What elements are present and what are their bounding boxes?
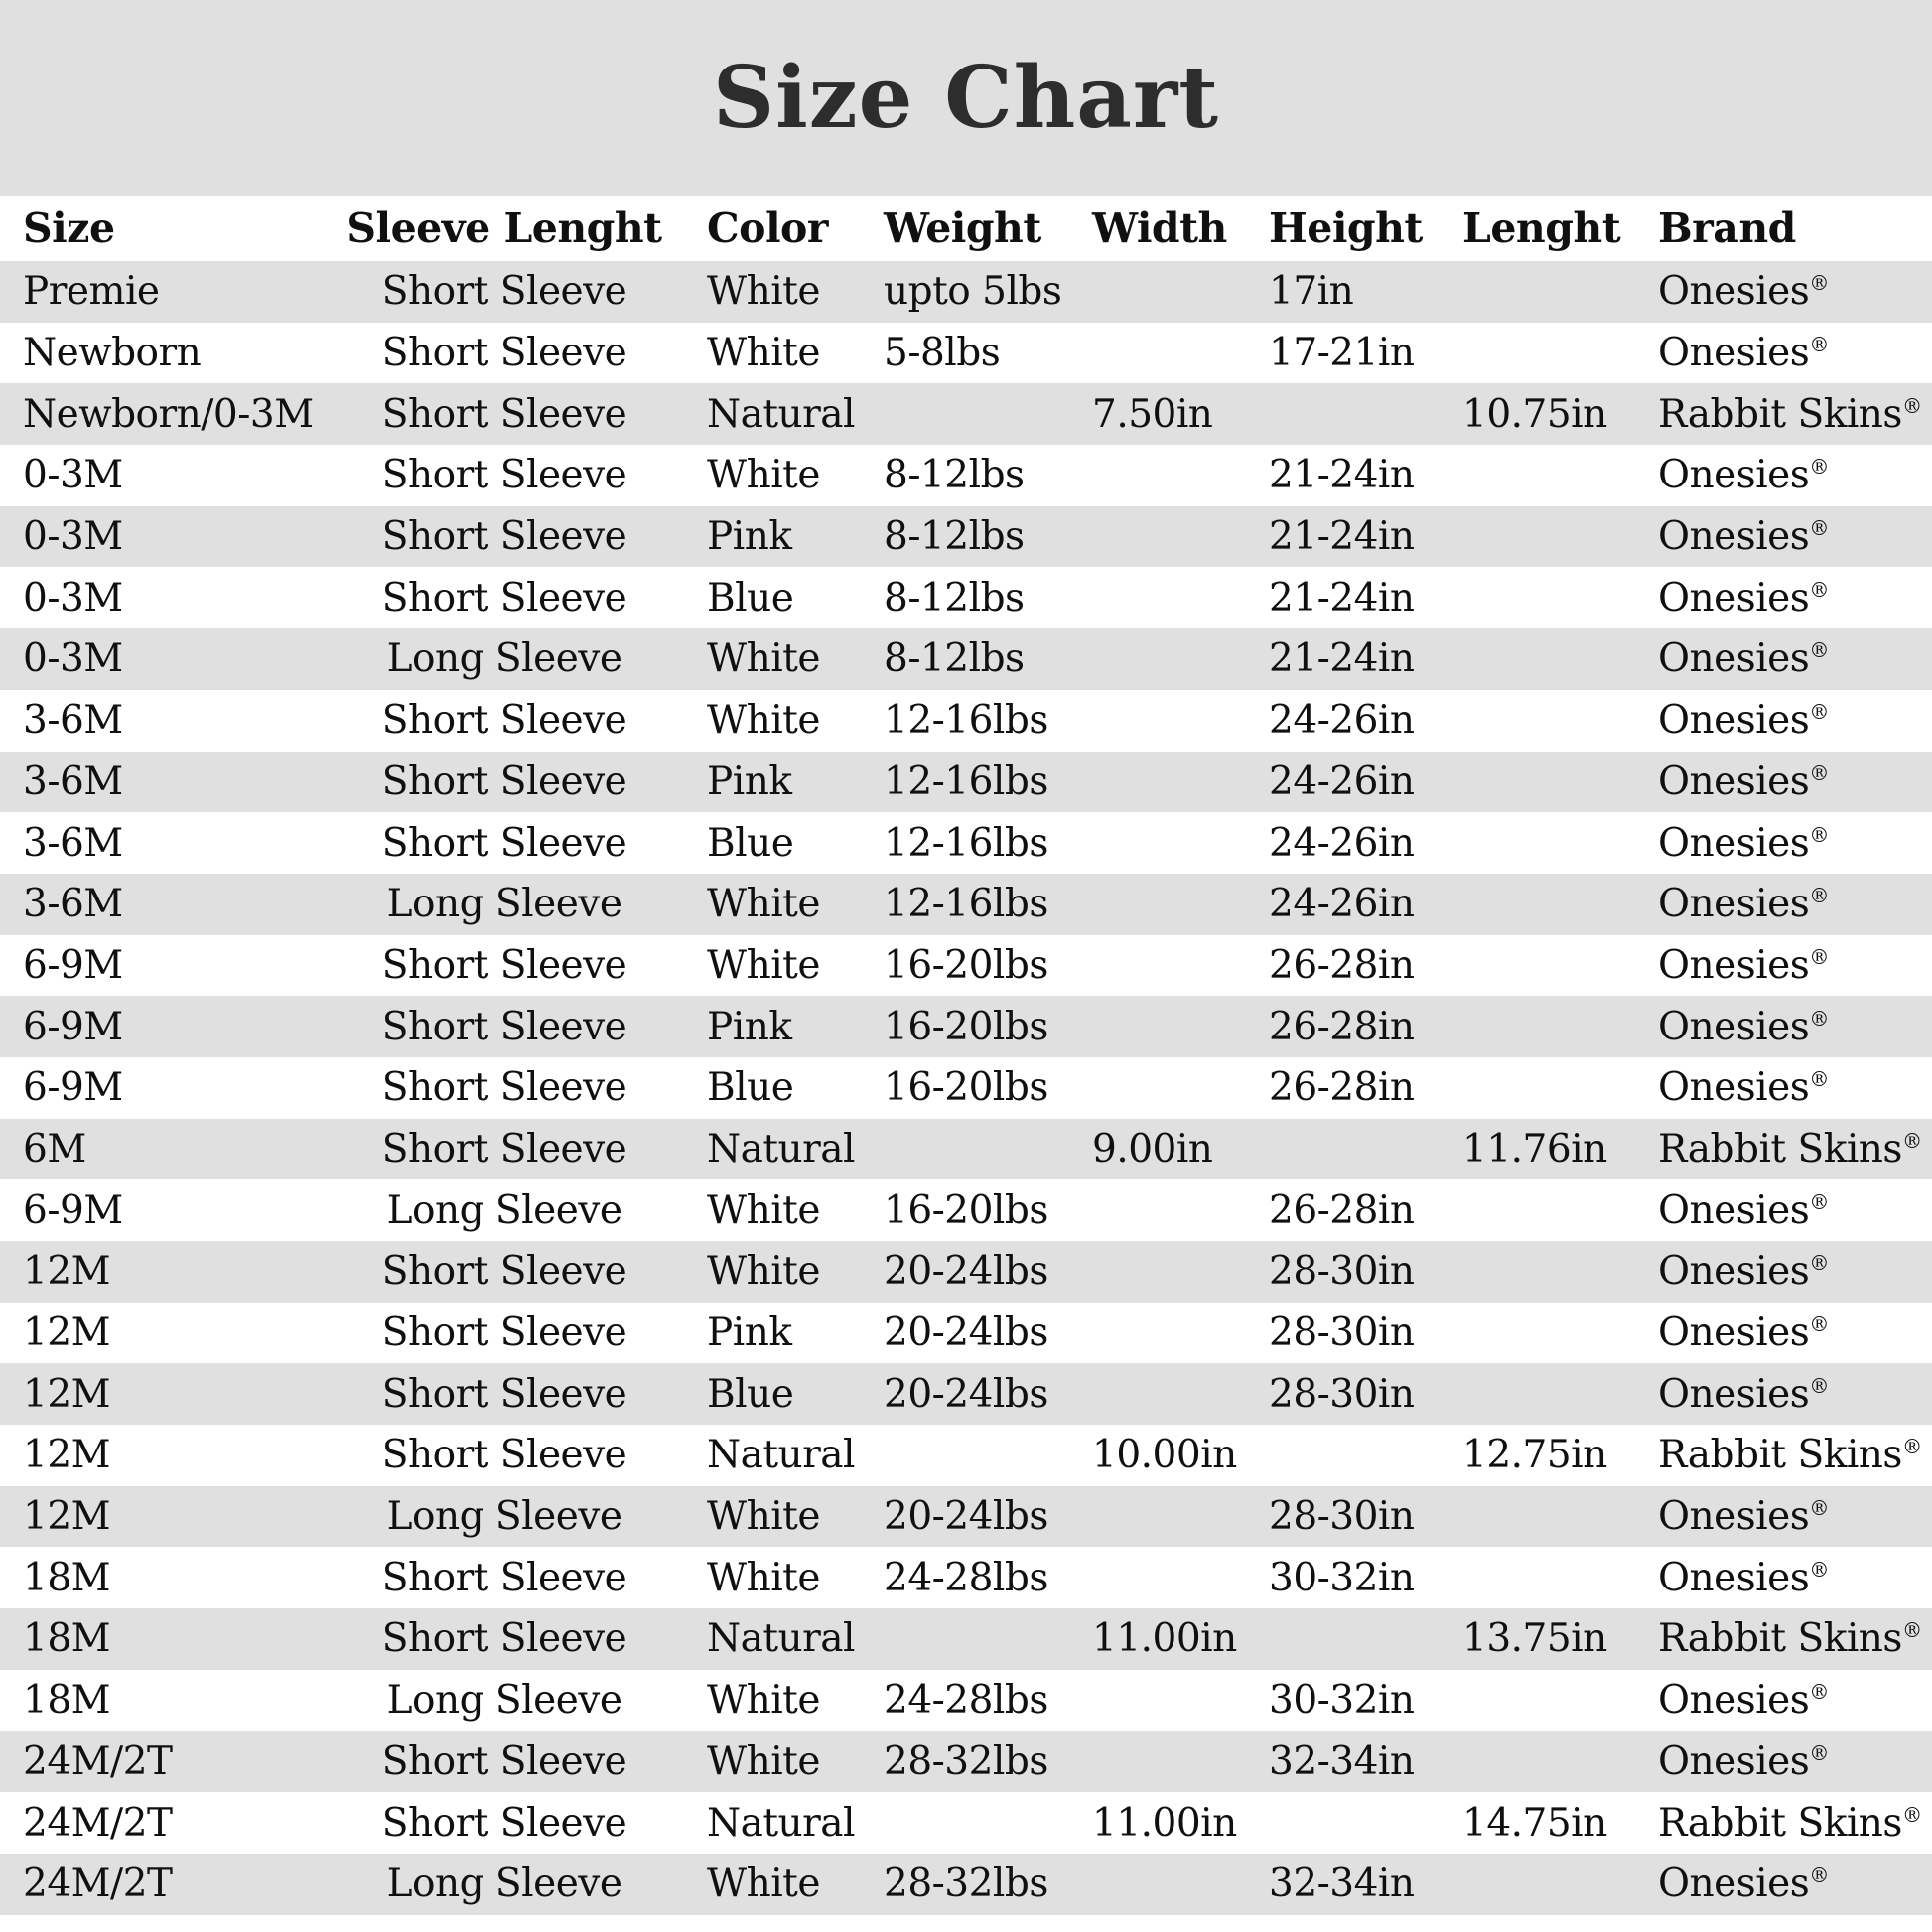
- cell-color: White: [707, 453, 820, 498]
- brand-name: Onesies: [1658, 1371, 1810, 1417]
- table-row: [0, 1670, 1932, 1731]
- size-table: [0, 196, 1932, 1915]
- column-header-brand: Brand: [1658, 205, 1796, 252]
- table-row: [0, 1547, 1932, 1608]
- brand-name: Onesies: [1658, 453, 1810, 498]
- brand-name: Onesies: [1658, 1249, 1810, 1295]
- cell-weight: 24-28lbs: [884, 1555, 1048, 1600]
- cell-sleeve-lenght: Short Sleeve: [381, 698, 627, 744]
- cell-brand: [1654, 1065, 1932, 1110]
- cell-height: 24-26in: [1269, 698, 1415, 744]
- cell-height: 21-24in: [1269, 636, 1415, 682]
- cell-weight: 20-24lbs: [884, 1494, 1048, 1540]
- column-header-size: Size: [23, 205, 115, 252]
- brand-name: Onesies: [1658, 1738, 1810, 1784]
- cell-sleeve-lenght: Short Sleeve: [381, 575, 627, 621]
- registered-trademark-symbol: ®: [1809, 1373, 1830, 1398]
- cell-brand: [1654, 1556, 1932, 1600]
- registered-trademark-symbol: ®: [1901, 393, 1923, 418]
- table-row: [0, 1792, 1932, 1854]
- registered-trademark-symbol: ®: [1809, 638, 1830, 663]
- table-row: [0, 323, 1932, 384]
- cell-lenght: 14.75in: [1462, 1800, 1607, 1846]
- cell-brand: [1654, 331, 1932, 375]
- cell-color: Natural: [707, 1433, 856, 1478]
- cell-size: 12M: [23, 1433, 111, 1478]
- cell-color: White: [707, 1862, 820, 1907]
- registered-trademark-symbol: ®: [1809, 1496, 1830, 1521]
- table-row: [0, 445, 1932, 506]
- cell-brand: [1654, 1188, 1932, 1233]
- cell-size: 3-6M: [23, 820, 123, 866]
- cell-brand: [1654, 269, 1932, 314]
- column-header-width: Width: [1092, 205, 1227, 252]
- brand-name: Rabbit Skins: [1658, 1616, 1902, 1662]
- table-row: [0, 261, 1932, 323]
- cell-size: 24M/2T: [23, 1862, 173, 1907]
- cell-color: Natural: [707, 391, 856, 437]
- table-row: [0, 690, 1932, 752]
- cell-sleeve-lenght: Short Sleeve: [381, 759, 627, 804]
- registered-trademark-symbol: ®: [1901, 1435, 1923, 1459]
- cell-weight: 16-20lbs: [884, 1065, 1048, 1111]
- title-band: [0, 0, 1932, 196]
- cell-sleeve-lenght: Short Sleeve: [381, 1065, 627, 1111]
- registered-trademark-symbol: ®: [1809, 1740, 1830, 1765]
- brand-name: Onesies: [1658, 1187, 1810, 1233]
- cell-height: 24-26in: [1269, 882, 1415, 927]
- brand-name: Onesies: [1658, 698, 1810, 744]
- cell-size: Newborn: [23, 331, 202, 376]
- cell-color: White: [707, 636, 820, 682]
- cell-size: 6-9M: [23, 1065, 123, 1111]
- cell-weight: 28-32lbs: [884, 1738, 1048, 1784]
- table-row: [0, 1425, 1932, 1486]
- cell-size: 0-3M: [23, 636, 123, 682]
- table-row: [0, 1486, 1932, 1548]
- brand-name: Rabbit Skins: [1658, 391, 1902, 437]
- brand-name: Rabbit Skins: [1658, 1126, 1902, 1172]
- cell-sleeve-lenght: Short Sleeve: [381, 453, 627, 498]
- registered-trademark-symbol: ®: [1809, 333, 1830, 357]
- cell-sleeve-lenght: Short Sleeve: [381, 1004, 627, 1049]
- registered-trademark-symbol: ®: [1809, 760, 1830, 785]
- cell-size: 12M: [23, 1249, 111, 1295]
- cell-brand: [1654, 1494, 1932, 1539]
- cell-height: 26-28in: [1269, 1187, 1415, 1233]
- cell-color: Blue: [707, 820, 794, 866]
- cell-sleeve-lenght: Long Sleeve: [386, 1678, 622, 1724]
- cell-weight: 16-20lbs: [884, 1004, 1048, 1049]
- brand-name: Rabbit Skins: [1658, 1800, 1902, 1846]
- table-row: [0, 567, 1932, 628]
- cell-sleeve-lenght: Long Sleeve: [386, 882, 622, 927]
- table-body: [0, 261, 1932, 1915]
- registered-trademark-symbol: ®: [1809, 455, 1830, 480]
- cell-size: 24M/2T: [23, 1738, 173, 1784]
- cell-brand: [1654, 759, 1932, 804]
- cell-color: White: [707, 1738, 820, 1784]
- cell-height: 21-24in: [1269, 575, 1415, 621]
- cell-sleeve-lenght: Short Sleeve: [381, 1738, 627, 1784]
- cell-weight: 24-28lbs: [884, 1678, 1048, 1724]
- brand-name: Onesies: [1658, 1004, 1810, 1049]
- cell-height: 30-32in: [1269, 1678, 1415, 1724]
- table-row: [0, 996, 1932, 1057]
- registered-trademark-symbol: ®: [1809, 271, 1830, 296]
- cell-height: 21-24in: [1269, 514, 1415, 560]
- table-row: [0, 1241, 1932, 1303]
- cell-brand: [1654, 514, 1932, 559]
- cell-size: 0-3M: [23, 575, 123, 621]
- brand-name: Onesies: [1658, 882, 1810, 927]
- table-row: [0, 1363, 1932, 1425]
- registered-trademark-symbol: ®: [1809, 1189, 1830, 1214]
- cell-sleeve-lenght: Long Sleeve: [386, 1187, 622, 1233]
- brand-name: Onesies: [1658, 1862, 1810, 1907]
- cell-height: 28-30in: [1269, 1249, 1415, 1295]
- registered-trademark-symbol: ®: [1809, 516, 1830, 541]
- cell-sleeve-lenght: Long Sleeve: [386, 1494, 622, 1540]
- cell-color: Natural: [707, 1126, 856, 1172]
- registered-trademark-symbol: ®: [1901, 1618, 1923, 1643]
- cell-sleeve-lenght: Short Sleeve: [381, 820, 627, 866]
- cell-size: 6-9M: [23, 1004, 123, 1049]
- table-row: [0, 935, 1932, 997]
- registered-trademark-symbol: ®: [1809, 1067, 1830, 1092]
- page-title: Size Chart: [712, 48, 1219, 148]
- brand-name: Onesies: [1658, 1678, 1810, 1724]
- cell-sleeve-lenght: Long Sleeve: [386, 1862, 622, 1907]
- cell-height: 17in: [1269, 269, 1354, 315]
- cell-size: 12M: [23, 1371, 111, 1417]
- cell-sleeve-lenght: Short Sleeve: [381, 1311, 627, 1356]
- table-row: [0, 752, 1932, 813]
- cell-size: Newborn/0-3M: [23, 391, 314, 437]
- cell-size: 6M: [23, 1126, 86, 1172]
- cell-brand: [1654, 636, 1932, 681]
- registered-trademark-symbol: ®: [1901, 1128, 1923, 1153]
- brand-name: Onesies: [1658, 942, 1810, 988]
- cell-sleeve-lenght: Short Sleeve: [381, 1249, 627, 1295]
- cell-height: 28-30in: [1269, 1494, 1415, 1540]
- cell-size: 18M: [23, 1678, 111, 1724]
- cell-weight: 16-20lbs: [884, 1187, 1048, 1233]
- cell-weight: 8-12lbs: [884, 636, 1025, 682]
- cell-size: 18M: [23, 1555, 111, 1600]
- table-row: [0, 1608, 1932, 1670]
- table-row: [0, 812, 1932, 874]
- cell-brand: [1654, 1127, 1932, 1172]
- cell-brand: [1654, 1739, 1932, 1784]
- cell-height: 32-34in: [1269, 1738, 1415, 1784]
- brand-name: Onesies: [1658, 1555, 1810, 1600]
- cell-lenght: 12.75in: [1462, 1433, 1607, 1478]
- registered-trademark-symbol: ®: [1809, 1863, 1830, 1888]
- cell-brand: [1654, 698, 1932, 743]
- brand-name: Onesies: [1658, 514, 1810, 560]
- cell-size: Premie: [23, 269, 160, 315]
- cell-size: 3-6M: [23, 882, 123, 927]
- cell-size: 3-6M: [23, 698, 123, 744]
- cell-sleeve-lenght: Short Sleeve: [381, 269, 627, 315]
- brand-name: Onesies: [1658, 636, 1810, 682]
- cell-size: 0-3M: [23, 514, 123, 560]
- cell-color: White: [707, 1249, 820, 1295]
- cell-lenght: 10.75in: [1462, 391, 1607, 437]
- cell-height: 26-28in: [1269, 1004, 1415, 1049]
- cell-weight: 12-16lbs: [884, 759, 1048, 804]
- cell-weight: 12-16lbs: [884, 820, 1048, 866]
- cell-color: Natural: [707, 1616, 856, 1662]
- brand-name: Onesies: [1658, 1494, 1810, 1540]
- cell-size: 6-9M: [23, 1187, 123, 1233]
- table-row: [0, 1057, 1932, 1119]
- cell-weight: 8-12lbs: [884, 575, 1025, 621]
- cell-brand: [1654, 1005, 1932, 1049]
- cell-sleeve-lenght: Short Sleeve: [381, 1371, 627, 1417]
- cell-color: Pink: [707, 1004, 792, 1049]
- cell-size: 3-6M: [23, 759, 123, 804]
- cell-width: 11.00in: [1092, 1616, 1237, 1662]
- cell-sleeve-lenght: Short Sleeve: [381, 1433, 627, 1478]
- cell-width: 7.50in: [1092, 391, 1213, 437]
- cell-weight: 12-16lbs: [884, 882, 1048, 927]
- cell-height: 32-34in: [1269, 1862, 1415, 1907]
- registered-trademark-symbol: ®: [1809, 700, 1830, 725]
- table-row: [0, 1303, 1932, 1364]
- registered-trademark-symbol: ®: [1901, 1802, 1923, 1827]
- cell-size: 18M: [23, 1616, 111, 1662]
- registered-trademark-symbol: ®: [1809, 1557, 1830, 1582]
- table-header-row: [0, 196, 1932, 261]
- cell-weight: 8-12lbs: [884, 453, 1025, 498]
- cell-color: Pink: [707, 1311, 792, 1356]
- cell-color: White: [707, 882, 820, 927]
- cell-height: 28-30in: [1269, 1371, 1415, 1417]
- brand-name: Onesies: [1658, 1065, 1810, 1111]
- cell-size: 6-9M: [23, 942, 123, 988]
- brand-name: Rabbit Skins: [1658, 1433, 1902, 1478]
- cell-brand: [1654, 1801, 1932, 1846]
- brand-name: Onesies: [1658, 820, 1810, 866]
- brand-name: Onesies: [1658, 331, 1810, 376]
- cell-height: 17-21in: [1269, 331, 1415, 376]
- cell-brand: [1654, 821, 1932, 866]
- cell-sleeve-lenght: Short Sleeve: [381, 331, 627, 376]
- cell-width: 10.00in: [1092, 1433, 1237, 1478]
- table-row: [0, 1119, 1932, 1180]
- cell-sleeve-lenght: Short Sleeve: [381, 1555, 627, 1600]
- cell-color: White: [707, 1678, 820, 1724]
- brand-name: Onesies: [1658, 269, 1810, 315]
- cell-brand: [1654, 453, 1932, 497]
- cell-sleeve-lenght: Short Sleeve: [381, 1616, 627, 1662]
- registered-trademark-symbol: ®: [1809, 1006, 1830, 1031]
- cell-weight: upto 5lbs: [884, 269, 1062, 315]
- cell-brand: [1654, 1616, 1932, 1661]
- cell-sleeve-lenght: Short Sleeve: [381, 1126, 627, 1172]
- cell-color: Blue: [707, 1065, 794, 1111]
- registered-trademark-symbol: ®: [1809, 1680, 1830, 1705]
- cell-color: Pink: [707, 759, 792, 804]
- column-header-lenght: Lenght: [1462, 205, 1621, 252]
- column-header-color: Color: [707, 205, 829, 252]
- cell-brand: [1654, 392, 1932, 437]
- table-row: [0, 1854, 1932, 1915]
- column-header-height: Height: [1269, 205, 1423, 252]
- cell-weight: 20-24lbs: [884, 1311, 1048, 1356]
- table-row: [0, 383, 1932, 445]
- cell-weight: 12-16lbs: [884, 698, 1048, 744]
- cell-lenght: 11.76in: [1462, 1126, 1607, 1172]
- cell-width: 11.00in: [1092, 1800, 1237, 1846]
- table-row: [0, 506, 1932, 568]
- cell-color: White: [707, 1494, 820, 1540]
- cell-sleeve-lenght: Short Sleeve: [381, 942, 627, 988]
- table-row: [0, 1731, 1932, 1793]
- brand-name: Onesies: [1658, 575, 1810, 621]
- cell-sleeve-lenght: Short Sleeve: [381, 391, 627, 437]
- cell-color: White: [707, 698, 820, 744]
- cell-brand: [1654, 882, 1932, 926]
- cell-height: 30-32in: [1269, 1555, 1415, 1600]
- cell-color: White: [707, 331, 820, 376]
- cell-brand: [1654, 1372, 1932, 1417]
- brand-name: Onesies: [1658, 759, 1810, 804]
- cell-brand: [1654, 1862, 1932, 1906]
- cell-sleeve-lenght: Short Sleeve: [381, 514, 627, 560]
- cell-width: 9.00in: [1092, 1126, 1213, 1172]
- cell-lenght: 13.75in: [1462, 1616, 1607, 1662]
- registered-trademark-symbol: ®: [1809, 1251, 1830, 1276]
- cell-brand: [1654, 1678, 1932, 1723]
- table-row: [0, 874, 1932, 935]
- cell-size: 12M: [23, 1311, 111, 1356]
- cell-weight: 20-24lbs: [884, 1249, 1048, 1295]
- registered-trademark-symbol: ®: [1809, 884, 1830, 908]
- registered-trademark-symbol: ®: [1809, 822, 1830, 847]
- cell-color: Natural: [707, 1800, 856, 1846]
- cell-weight: 16-20lbs: [884, 942, 1048, 988]
- cell-brand: [1654, 576, 1932, 621]
- brand-name: Onesies: [1658, 1311, 1810, 1356]
- cell-brand: [1654, 1249, 1932, 1294]
- cell-color: Blue: [707, 575, 794, 621]
- registered-trademark-symbol: ®: [1809, 577, 1830, 602]
- registered-trademark-symbol: ®: [1809, 1312, 1830, 1337]
- cell-height: 21-24in: [1269, 453, 1415, 498]
- cell-color: White: [707, 1187, 820, 1233]
- cell-color: Blue: [707, 1371, 794, 1417]
- table-row: [0, 1179, 1932, 1241]
- cell-height: 26-28in: [1269, 942, 1415, 988]
- cell-size: 0-3M: [23, 453, 123, 498]
- column-header-sleeve-lenght: Sleeve Lenght: [346, 205, 662, 252]
- cell-weight: 5-8lbs: [884, 331, 1001, 376]
- cell-brand: [1654, 1311, 1932, 1355]
- table-row: [0, 628, 1932, 690]
- cell-color: White: [707, 942, 820, 988]
- cell-height: 24-26in: [1269, 759, 1415, 804]
- cell-brand: [1654, 943, 1932, 988]
- column-header-weight: Weight: [884, 205, 1041, 252]
- cell-weight: 28-32lbs: [884, 1862, 1048, 1907]
- cell-brand: [1654, 1433, 1932, 1477]
- cell-color: White: [707, 1555, 820, 1600]
- cell-color: White: [707, 269, 820, 315]
- registered-trademark-symbol: ®: [1809, 944, 1830, 969]
- cell-height: 26-28in: [1269, 1065, 1415, 1111]
- cell-size: 24M/2T: [23, 1800, 173, 1846]
- cell-sleeve-lenght: Long Sleeve: [386, 636, 622, 682]
- cell-height: 24-26in: [1269, 820, 1415, 866]
- cell-height: 28-30in: [1269, 1311, 1415, 1356]
- cell-weight: 20-24lbs: [884, 1371, 1048, 1417]
- cell-size: 12M: [23, 1494, 111, 1540]
- cell-color: Pink: [707, 514, 792, 560]
- cell-weight: 8-12lbs: [884, 514, 1025, 560]
- cell-sleeve-lenght: Short Sleeve: [381, 1800, 627, 1846]
